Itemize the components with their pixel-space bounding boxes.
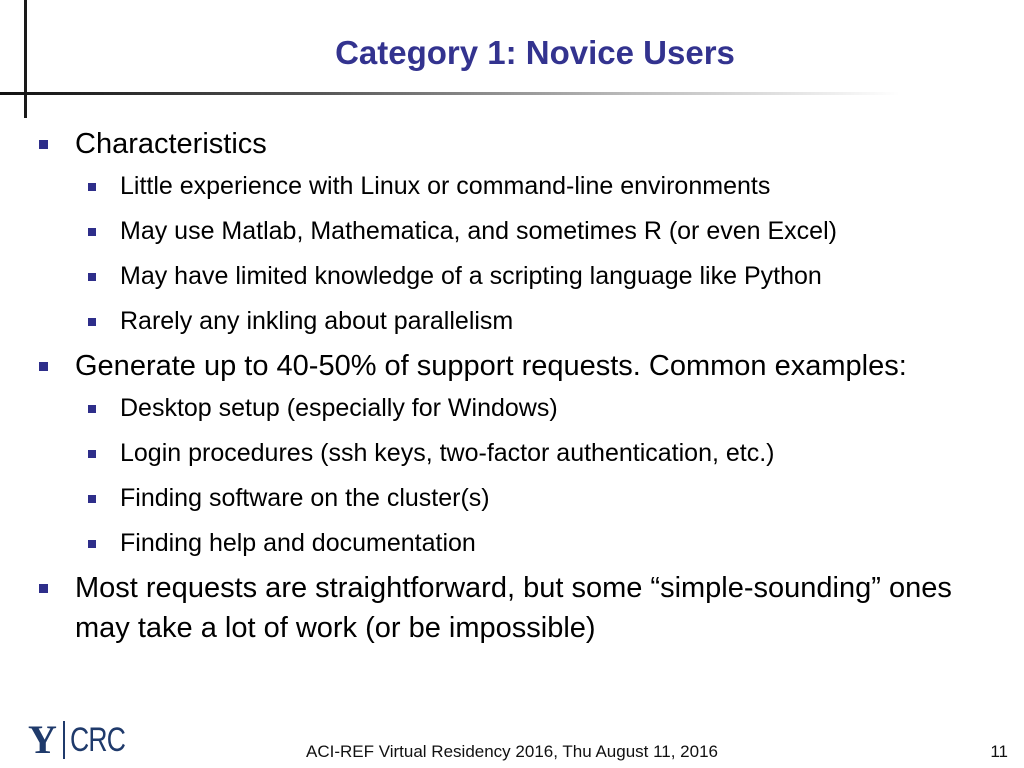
- square-bullet-icon: [88, 318, 96, 326]
- sub-bullet: [36, 164, 996, 209]
- footer-text: ACI-REF Virtual Residency 2016, Thu August 11, 2016: [305, 742, 719, 761]
- square-bullet-icon: [88, 183, 96, 191]
- square-bullet-icon: [39, 584, 48, 593]
- page-number: 11: [990, 742, 1008, 761]
- square-bullet-icon: [88, 540, 96, 548]
- sub-bullet: [36, 299, 996, 344]
- sub-bullet-text: Rarely any inkling about parallelism: [120, 307, 514, 335]
- logo-letter: Y: [28, 717, 57, 762]
- square-bullet-icon: [88, 405, 96, 413]
- bullet-text: Generate up to 40-50% of support requests. Common examples:: [75, 350, 907, 382]
- bullet-text: Most requests are straightforward, but some “simple-sounding” ones may take a lot of work (or be impossible): [75, 572, 952, 644]
- square-bullet-icon: [88, 450, 96, 458]
- bullet-requests-straightforward: [36, 568, 996, 648]
- bullet-characteristics: [36, 124, 996, 164]
- logo-text: CRC: [69, 721, 126, 759]
- bullet-text: Characteristics: [75, 128, 267, 160]
- sub-bullet: [36, 431, 996, 476]
- square-bullet-icon: [39, 140, 48, 149]
- slide-title: Category 1: Novice Users: [335, 34, 735, 71]
- sub-bullet-text: Finding software on the cluster(s): [120, 484, 490, 512]
- square-bullet-icon: [88, 495, 96, 503]
- sub-bullet: [36, 254, 996, 299]
- sub-bullet-text: Finding help and documentation: [120, 529, 476, 557]
- sub-bullet: [36, 386, 996, 431]
- sub-bullet-text: May use Matlab, Mathematica, and sometimes R (or even Excel): [120, 217, 837, 245]
- sub-bullet: [36, 476, 996, 521]
- sub-bullet: [36, 209, 996, 254]
- bullet-support-requests: [36, 346, 996, 386]
- square-bullet-icon: [88, 228, 96, 236]
- sub-bullet: [36, 521, 996, 566]
- square-bullet-icon: [88, 273, 96, 281]
- sub-bullet-text: Little experience with Linux or command-line environments: [120, 172, 771, 200]
- slide-body: [36, 124, 996, 648]
- sub-bullet-text: Desktop setup (especially for Windows): [120, 394, 558, 422]
- sub-bullet-text: May have limited knowledge of a scripting language like Python: [120, 262, 822, 290]
- title-underline: [0, 92, 900, 95]
- sub-bullet-text: Login procedures (ssh keys, two-factor authentication, etc.): [120, 439, 775, 467]
- square-bullet-icon: [39, 362, 48, 371]
